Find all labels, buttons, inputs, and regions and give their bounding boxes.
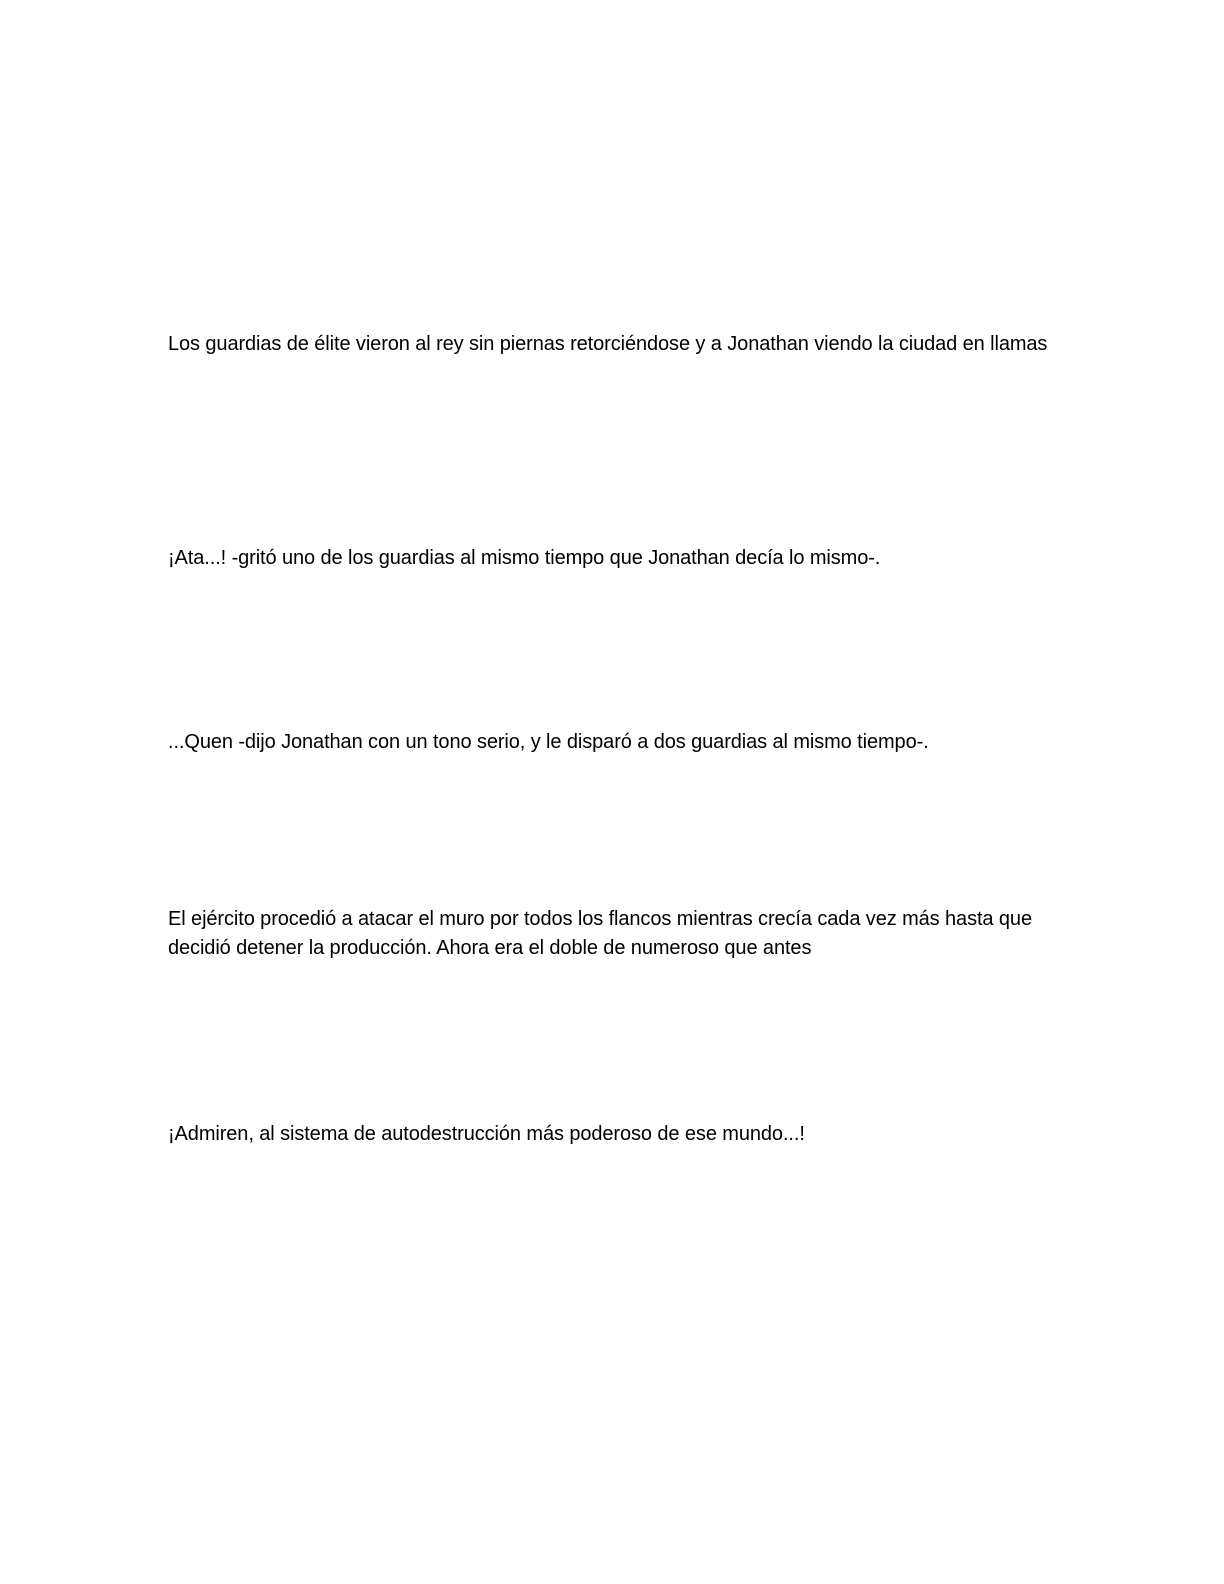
paragraph-2: ¡Ata...! -gritó uno de los guardias al mismo tiempo que Jonathan decía lo mismo-. [168, 547, 881, 569]
paragraph-4: El ejército procedió a atacar el muro por todos los flancos mientras crecía cada vez más hasta que decidió detener la producción. Ahora era el doble de numeroso que antes [168, 908, 1032, 959]
paragraph-1: Los guardias de élite vieron al rey sin piernas retorciéndose y a Jonathan viendo la ciudad en llamas [168, 333, 1048, 355]
paragraph-5: ¡Admiren, al sistema de autodestrucción más poderoso de ese mundo...! [168, 1123, 805, 1145]
paragraph-3: ...Quen -dijo Jonathan con un tono serio, y le disparó a dos guardias al mismo tiempo-. [168, 731, 929, 753]
